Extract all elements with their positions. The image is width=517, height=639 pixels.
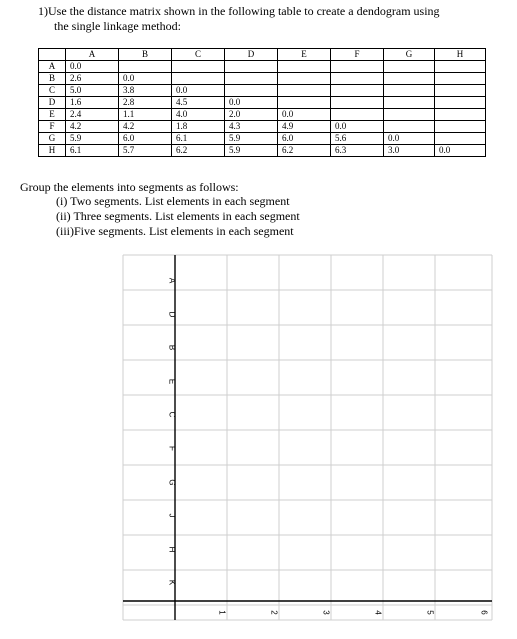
matrix-cell: 3.8 bbox=[119, 85, 172, 97]
y-tick-label: E bbox=[167, 378, 177, 384]
x-tick-label: 3 bbox=[321, 610, 331, 615]
matrix-cell: 4.3 bbox=[225, 121, 278, 133]
matrix-cell: 0.0 bbox=[172, 85, 225, 97]
matrix-cell: 0.0 bbox=[225, 97, 278, 109]
y-tick-label: J bbox=[167, 513, 177, 518]
y-tick-label: C bbox=[167, 412, 177, 418]
x-tick-label: 4 bbox=[373, 610, 383, 615]
matrix-cell: 0.0 bbox=[331, 121, 384, 133]
matrix-col-header: H bbox=[435, 49, 486, 61]
matrix-cell: 0.0 bbox=[66, 61, 119, 73]
question-line-2: the single linkage method: bbox=[54, 19, 181, 33]
matrix-cell: 4.5 bbox=[172, 97, 225, 109]
y-tick-label: F bbox=[167, 446, 177, 451]
x-tick-label: 2 bbox=[269, 610, 279, 615]
matrix-row-header: E bbox=[39, 109, 66, 121]
matrix-col-header: C bbox=[172, 49, 225, 61]
matrix-cell: 4.2 bbox=[66, 121, 119, 133]
matrix-cell: 6.0 bbox=[278, 133, 331, 145]
matrix-cell: 4.9 bbox=[278, 121, 331, 133]
x-tick-label: 6 bbox=[479, 610, 489, 615]
matrix-col-header: B bbox=[119, 49, 172, 61]
matrix-cell: 1.1 bbox=[119, 109, 172, 121]
matrix-col-header: A bbox=[66, 49, 119, 61]
matrix-cell: 2.4 bbox=[66, 109, 119, 121]
matrix-cell: 6.3 bbox=[331, 145, 384, 157]
matrix-cell: 0.0 bbox=[384, 133, 435, 145]
matrix-cell: 2.8 bbox=[119, 97, 172, 109]
matrix-cell: 0.0 bbox=[435, 145, 486, 157]
question-line-1: 1)Use the distance matrix shown in the following table to create a dendogram using bbox=[38, 4, 440, 18]
matrix-col-header: F bbox=[331, 49, 384, 61]
task-item: (iii)Five segments. List elements in each segment bbox=[56, 224, 294, 238]
matrix-cell: 4.2 bbox=[119, 121, 172, 133]
matrix-cell: 5.0 bbox=[66, 85, 119, 97]
y-tick-label: B bbox=[167, 345, 177, 351]
y-tick-label: H bbox=[167, 546, 177, 553]
x-tick-label: 1 bbox=[217, 610, 227, 615]
task-item: (ii) Three segments. List elements in each segment bbox=[56, 209, 300, 223]
matrix-row-header: A bbox=[39, 61, 66, 73]
matrix-cell: 5.9 bbox=[225, 133, 278, 145]
matrix-row-header: D bbox=[39, 97, 66, 109]
matrix-row-header: F bbox=[39, 121, 66, 133]
matrix-cell: 6.2 bbox=[172, 145, 225, 157]
y-tick-label: D bbox=[167, 311, 177, 317]
matrix-row-header: H bbox=[39, 145, 66, 157]
matrix-cell: 0.0 bbox=[119, 73, 172, 85]
matrix-col-header: E bbox=[278, 49, 331, 61]
matrix-cell: 6.1 bbox=[172, 133, 225, 145]
matrix-cell: 5.7 bbox=[119, 145, 172, 157]
matrix-row-header: B bbox=[39, 73, 66, 85]
matrix-cell: 3.0 bbox=[384, 145, 435, 157]
matrix-cell: 5.9 bbox=[66, 133, 119, 145]
task-item: (i) Two segments. List elements in each segment bbox=[56, 194, 290, 208]
matrix-row-header: G bbox=[39, 133, 66, 145]
y-tick-label: G bbox=[167, 478, 177, 486]
y-tick-label: K bbox=[167, 580, 177, 586]
matrix-cell: 5.9 bbox=[225, 145, 278, 157]
matrix-cell: 6.2 bbox=[278, 145, 331, 157]
matrix-cell: 4.0 bbox=[172, 109, 225, 121]
matrix-cell: 6.0 bbox=[119, 133, 172, 145]
matrix-cell: 5.6 bbox=[331, 133, 384, 145]
group-instruction: Group the elements into segments as follows: bbox=[20, 180, 239, 194]
matrix-row-header: C bbox=[39, 85, 66, 97]
matrix-cell: 6.1 bbox=[66, 145, 119, 157]
matrix-cell: 1.6 bbox=[66, 97, 119, 109]
matrix-cell: 1.8 bbox=[172, 121, 225, 133]
matrix-cell: 0.0 bbox=[278, 109, 331, 121]
matrix-cell: 2.6 bbox=[66, 73, 119, 85]
x-tick-label: 5 bbox=[425, 610, 435, 615]
matrix-col-header: G bbox=[384, 49, 435, 61]
y-tick-label: A bbox=[167, 277, 177, 284]
matrix-cell: 2.0 bbox=[225, 109, 278, 121]
matrix-col-header: D bbox=[225, 49, 278, 61]
